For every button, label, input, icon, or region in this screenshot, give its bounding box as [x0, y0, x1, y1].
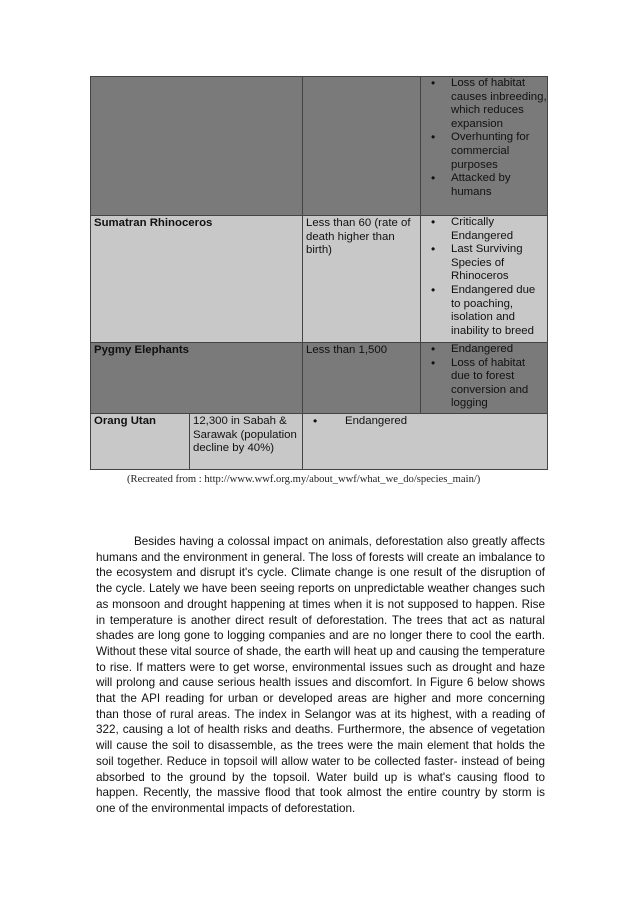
row3-threats-list [303, 414, 547, 429]
threat-item: • Loss of habitat due to forest conversion and logging [421, 357, 547, 411]
threat-item: • Attacked by humans [421, 172, 547, 199]
row2-threats-cell [420, 342, 548, 414]
threat-item: • Overhunting for commercial purposes [421, 131, 547, 172]
species-name: Orang Utan [94, 415, 157, 427]
threat-item: • Endangered [303, 415, 547, 429]
row2-species-cell [90, 342, 303, 414]
population-value: 12,300 in Sabah & Sarawak (population decline by 40%) [193, 415, 297, 455]
row3-threats-cell [302, 413, 548, 470]
row0-species-cell [90, 76, 303, 216]
row3-species-cell [90, 413, 190, 470]
threat-item: • Last Surviving Species of Rhinoceros [421, 243, 547, 284]
species-name: Sumatran Rhinoceros [94, 217, 213, 229]
row1-population-cell [302, 215, 421, 343]
row1-species-cell [90, 215, 303, 343]
population-value: Less than 1,500 [306, 344, 388, 356]
row3-population-cell [189, 413, 303, 470]
threat-item: • Endangered [421, 343, 547, 357]
row2-threats-list [421, 343, 547, 411]
row1-threats-list [421, 216, 547, 338]
row1-threats-cell [420, 215, 548, 343]
table-source-caption: (Recreated from : http://www.wwf.org.my/about_wwf/what_we_do/species_main/) [127, 474, 481, 485]
row0-population-cell [302, 76, 421, 216]
row0-threats-cell [420, 76, 548, 216]
threat-item: • Critically Endangered [421, 216, 547, 243]
threat-item: • Loss of habitat causes inbreeding, which reduces expansion [421, 77, 547, 131]
body-paragraph: Besides having a colossal impact on animals, deforestation also greatly affects humans and the environment in general. The loss of forests will create an imbalance to the ecosystem and disrupt it's cycle. Climate change is one result of the disruption of the cycle. Lately we have been seeing reports on unpredictable weather changes such as monsoon and drought happening at times when it is not supposed to happen. Rise in temperature is another direct result of deforestation. The trees that act as natural shades are long gone to logging companies and are no longer there to cool the earth. Without these vital source of shade, the earth will heat up and causing the temperature to rise. If matters were to get worse, environmental issues such as drought and haze will prolong and cause serious health issues and discomfort. In Figure 6 below shows that the API reading for urban or developed areas are higher and more concerning than those of rural areas. The index in Selangor was at its highest, with a reading of 322, causing a lot of health risks and deaths. Furthermore, the absence of vegetation will cause the soil to disassemble, as the trees were the main element that holds the soil together. Reduce in topsoil will allow water to be collected faster- instead of being absorbed to the ground by the topsoil. Water build up is what's causing flood to happen. Recently, the massive flood that took almost the entire country by storm is one of the environmental impacts of deforestation. [96, 535, 545, 815]
threat-item: • Endangered due to poaching, isolation and inability to breed [421, 284, 547, 338]
row2-population-cell [302, 342, 421, 414]
species-name: Pygmy Elephants [94, 344, 189, 356]
row0-threats-list [421, 77, 547, 199]
population-value: Less than 60 (rate of death higher than birth) [306, 217, 411, 257]
